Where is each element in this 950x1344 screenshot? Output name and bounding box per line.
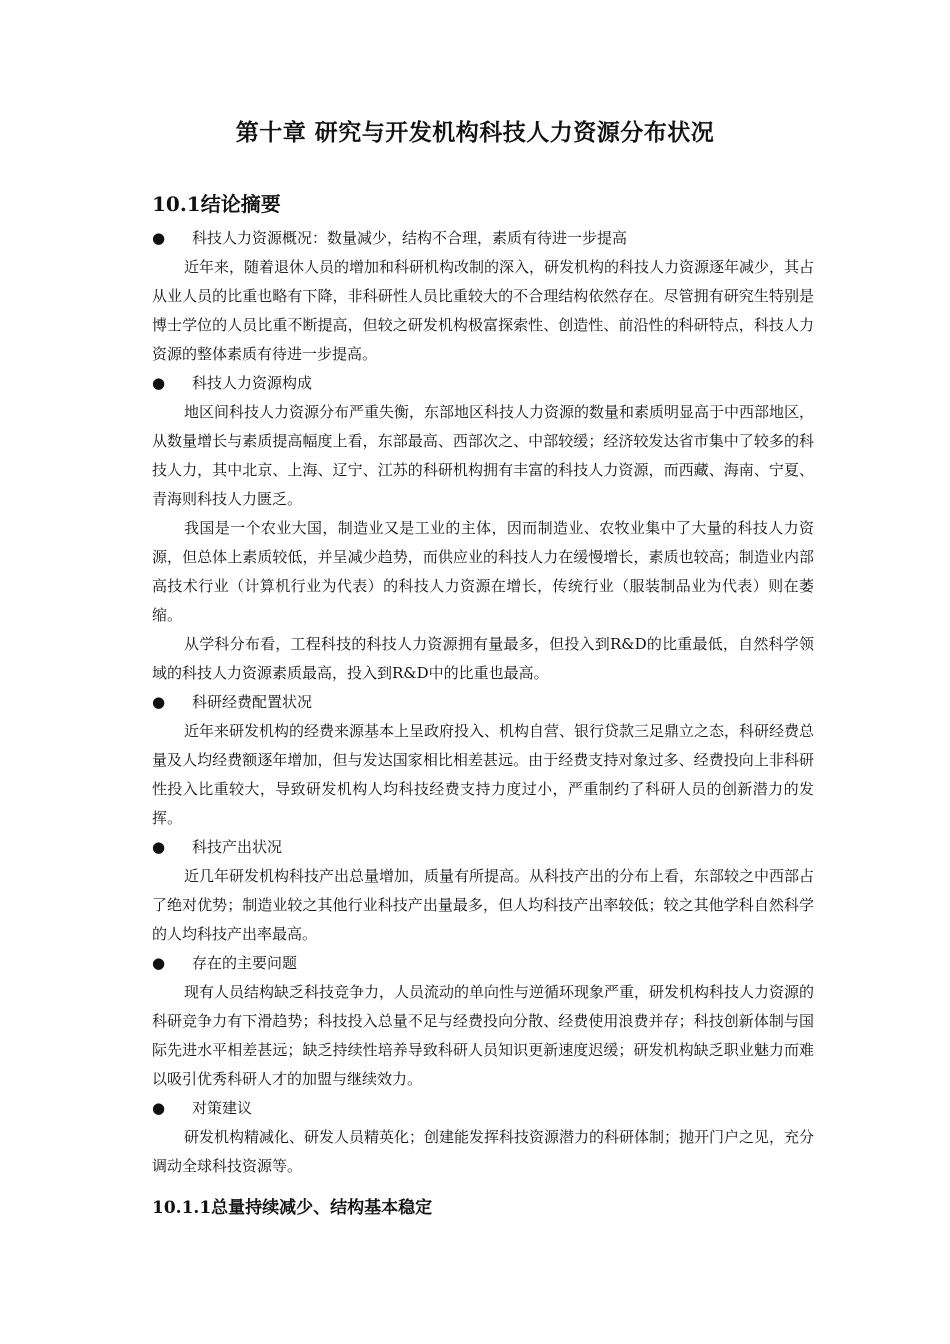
bullet-heading: 科技人力资源概况：数量减少，结构不合理，素质有待进一步提高 xyxy=(192,229,628,247)
bullet-heading: 科技人力资源构成 xyxy=(192,374,313,392)
bullet-icon: ● xyxy=(152,1099,166,1117)
bullet-item xyxy=(152,688,814,717)
section-title: 10.1结论摘要 xyxy=(152,192,281,216)
bullet-item xyxy=(152,369,814,398)
paragraph: 近几年研发机构科技产出总量增加，质量有所提高。从科技产出的分布上看，东部较之中西部占了绝对优势；制造业较之其他行业科技产出量最多，但人均科技产出率较低；较之其他学科自然科学的人均科技产出率最高。 xyxy=(152,867,815,943)
paragraph: 研发机构精减化、研发人员精英化；创建能发挥科技资源潜力的科研体制；抛开门户之见，充分调动全球科技资源等。 xyxy=(152,1128,815,1175)
bullet-icon: ● xyxy=(152,838,166,856)
paragraph: 近年来，随着退休人员的增加和科研机构改制的深入，研发机构的科技人力资源逐年减少，其占从业人员的比重也略有下降，非科研性人员比重较大的不合理结构依然存在。尽管拥有研究生特别是博士学位的人员比重不断提高，但较之研发机构极富探索性、创造性、前沿性的科研特点，科技人力资源的整体素质有待进一步提高。 xyxy=(152,258,815,363)
bullet-icon: ● xyxy=(152,954,166,972)
paragraph: 近年来研发机构的经费来源基本上呈政府投入、机构自营、银行贷款三足鼎立之态，科研经费总量及人均经费额逐年增加，但与发达国家相比相差甚远。由于经费支持对象过多、经费投向上非科研性投入比重较大，导致研发机构人均科技经费支持力度过小，严重制约了科研人员的创新潜力的发挥。 xyxy=(152,722,815,827)
bullet-item xyxy=(152,949,814,978)
paragraph: 从学科分布看，工程科技的科技人力资源拥有量最多，但投入到R&D的比重最低，自然科学领域的科技人力资源素质最高，投入到R&D中的比重也最高。 xyxy=(152,635,814,682)
bullet-heading: 对策建议 xyxy=(192,1099,253,1117)
chapter-title: 第十章 研究与开发机构科技人力资源分布状况 xyxy=(235,119,715,146)
bullet-heading: 科技产出状况 xyxy=(192,838,283,856)
paragraph: 地区间科技人力资源分布严重失衡，东部地区科技人力资源的数量和素质明显高于中西部地区，从数量增长与素质提高幅度上看，东部最高、西部次之、中部较缓；经济较发达省市集中了较多的科技人力，其中北京、上海、辽宁、江苏的科研机构拥有丰富的科技人力资源，而西藏、海南、宁夏、青海则科技人力匮乏。 xyxy=(152,403,815,508)
section-body xyxy=(152,224,814,1181)
paragraph: 我国是一个农业大国，制造业又是工业的主体，因而制造业、农牧业集中了大量的科技人力资源，但总体上素质较低，并呈减少趋势，而供应业的科技人力在缓慢增长，素质也较高；制造业内部高技术行业（计算机行业为代表）的科技人力资源在增长，传统行业（服装制品业为代表）则在萎缩。 xyxy=(152,519,814,624)
bullet-item xyxy=(152,833,814,862)
bullet-icon: ● xyxy=(152,229,166,247)
paragraph: 现有人员结构缺乏科技竞争力，人员流动的单向性与逆循环现象严重，研发机构科技人力资源的科研竞争力有下滑趋势；科技投入总量不足与经费投向分散、经费使用浪费并存；科技创新体制与国际先进水平相差甚远；缺乏持续性培养导致科研人员知识更新速度迟缓；研发机构缺乏职业魅力而难以吸引优秀科研人才的加盟与继续效力。 xyxy=(152,983,815,1088)
bullet-heading: 存在的主要问题 xyxy=(192,954,298,972)
bullet-icon: ● xyxy=(152,374,166,392)
bullet-heading: 科研经费配置状况 xyxy=(192,693,313,711)
bullet-item xyxy=(152,1094,814,1123)
bullet-icon: ● xyxy=(152,693,166,711)
bullet-item xyxy=(152,224,814,253)
subsection-title: 10.1.1总量持续减少、结构基本稳定 xyxy=(152,1198,433,1218)
